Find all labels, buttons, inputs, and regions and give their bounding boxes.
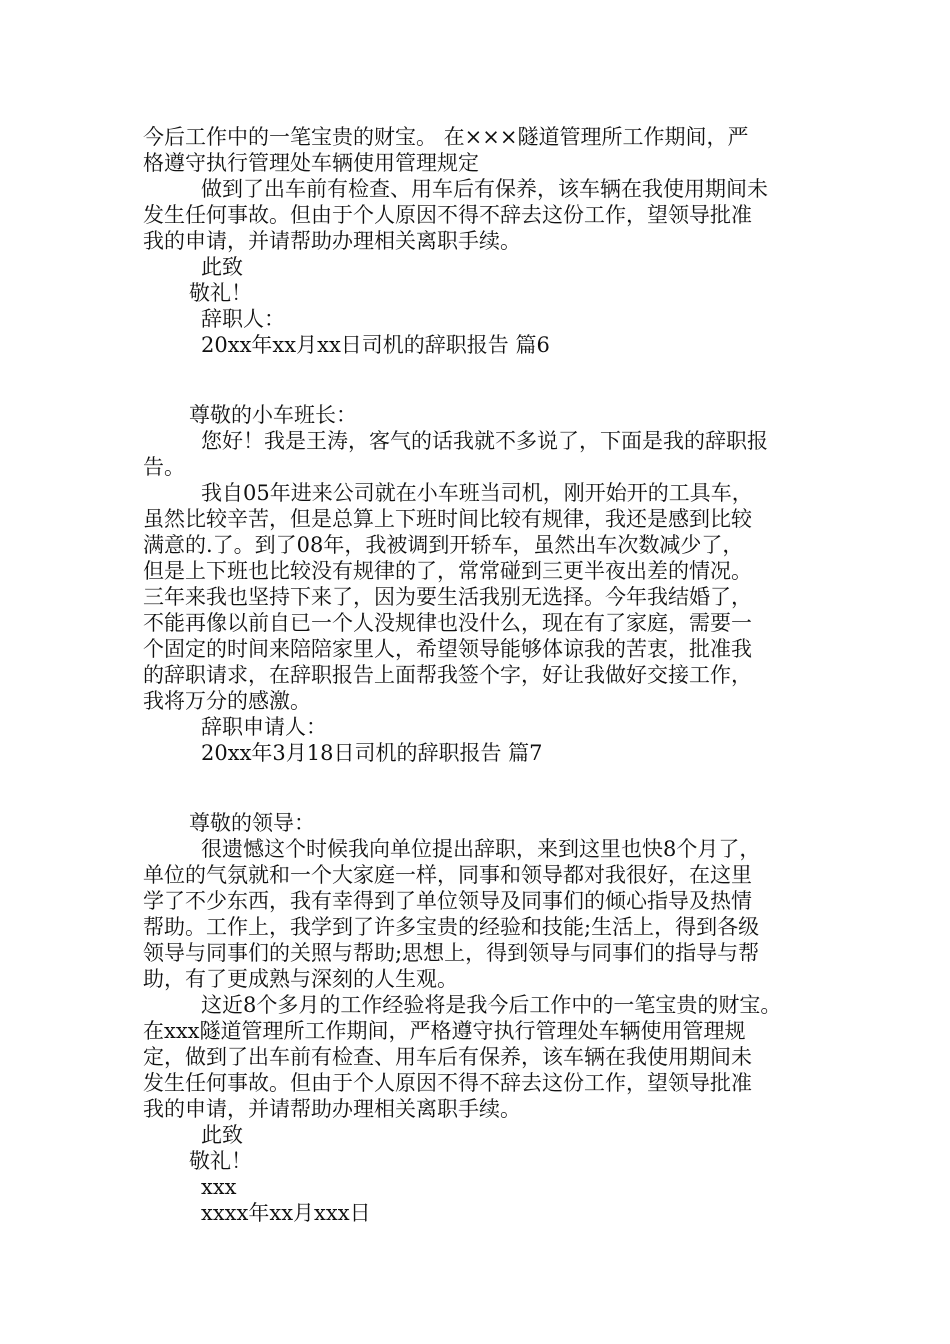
closing-jingli: 敬礼！ bbox=[189, 1149, 252, 1173]
text-line: 您好！我是王涛，客气的话我就不多说了，下面是我的辞职报 bbox=[201, 429, 768, 453]
salutation: 尊敬的领导： bbox=[189, 811, 315, 835]
text-line: 我的申请，并请帮助办理相关离职手续。 bbox=[143, 229, 521, 253]
text-line: 满意的.了。到了08年，我被调到开轿车，虽然出车次数减少了， bbox=[143, 533, 744, 557]
text-line: 我的申请，并请帮助办理相关离职手续。 bbox=[143, 1097, 521, 1121]
closing-cizhi: 此致 bbox=[201, 255, 243, 279]
text-line: 我将万分的感激。 bbox=[143, 689, 311, 713]
signer-label: 辞职人： bbox=[201, 307, 285, 331]
section-heading: 20xx年3月18日司机的辞职报告 篇7 bbox=[201, 741, 543, 765]
text-line: 我自05年进来公司就在小车班当司机，刚开始开的工具车， bbox=[201, 481, 753, 505]
section-heading: 20xx年xx月xx日司机的辞职报告 篇6 bbox=[201, 333, 550, 357]
text-line: 在xxx隧道管理所工作期间，严格遵守执行管理处车辆使用管理规 bbox=[143, 1019, 746, 1043]
text-line: 单位的气氛就和一个大家庭一样，同事和领导都对我很好，在这里 bbox=[143, 863, 752, 887]
text-line: 但是上下班也比较没有规律的了，常常碰到三更半夜出差的情况。 bbox=[143, 559, 752, 583]
text-line: 今后工作中的一笔宝贵的财宝。 在×××隧道管理所工作期间，严 bbox=[143, 125, 749, 149]
text-line: 不能再像以前自已一个人没规律也没什么，现在有了家庭，需要一 bbox=[143, 611, 752, 635]
text-line: 格遵守执行管理处车辆使用管理规定 bbox=[143, 151, 479, 175]
text-line: 做到了出车前有检查、用车后有保养，该车辆在我使用期间未 bbox=[201, 177, 768, 201]
signer-name: xxx bbox=[201, 1175, 237, 1199]
salutation: 尊敬的小车班长： bbox=[189, 403, 357, 427]
letter-date: xxxx年xx月xxx日 bbox=[201, 1201, 371, 1225]
text-line: 个固定的时间来陪陪家里人，希望领导能够体谅我的苦衷，批准我 bbox=[143, 637, 752, 661]
text-line: 学了不少东西，我有幸得到了单位领导及同事们的倾心指导及热情 bbox=[143, 889, 752, 913]
signer-label: 辞职申请人： bbox=[201, 715, 327, 739]
text-line: 三年来我也坚持下来了，因为要生活我别无选择。今年我结婚了， bbox=[143, 585, 752, 609]
text-line: 发生任何事故。但由于个人原因不得不辞去这份工作，望领导批准 bbox=[143, 203, 752, 227]
text-line: 发生任何事故。但由于个人原因不得不辞去这份工作，望领导批准 bbox=[143, 1071, 752, 1095]
text-line: 虽然比较辛苦，但是总算上下班时间比较有规律，我还是感到比较 bbox=[143, 507, 752, 531]
text-line: 帮助。工作上，我学到了许多宝贵的经验和技能;生活上，得到各级 bbox=[143, 915, 760, 939]
text-line: 定，做到了出车前有检查、用车后有保养，该车辆在我使用期间未 bbox=[143, 1045, 752, 1069]
text-line: 的辞职请求，在辞职报告上面帮我签个字，好让我做好交接工作， bbox=[143, 663, 752, 687]
text-line: 告。 bbox=[143, 455, 185, 479]
text-line: 助，有了更成熟与深刻的人生观。 bbox=[143, 967, 458, 991]
text-line: 这近8个多月的工作经验将是我今后工作中的一笔宝贵的财宝。 bbox=[201, 993, 782, 1017]
text-line: 领导与同事们的关照与帮助;思想上，得到领导与同事们的指导与帮 bbox=[143, 941, 760, 965]
text-line: 很遗憾这个时候我向单位提出辞职，来到这里也快8个月了， bbox=[201, 837, 761, 861]
closing-cizhi: 此致 bbox=[201, 1123, 243, 1147]
closing-jingli: 敬礼！ bbox=[189, 281, 252, 305]
